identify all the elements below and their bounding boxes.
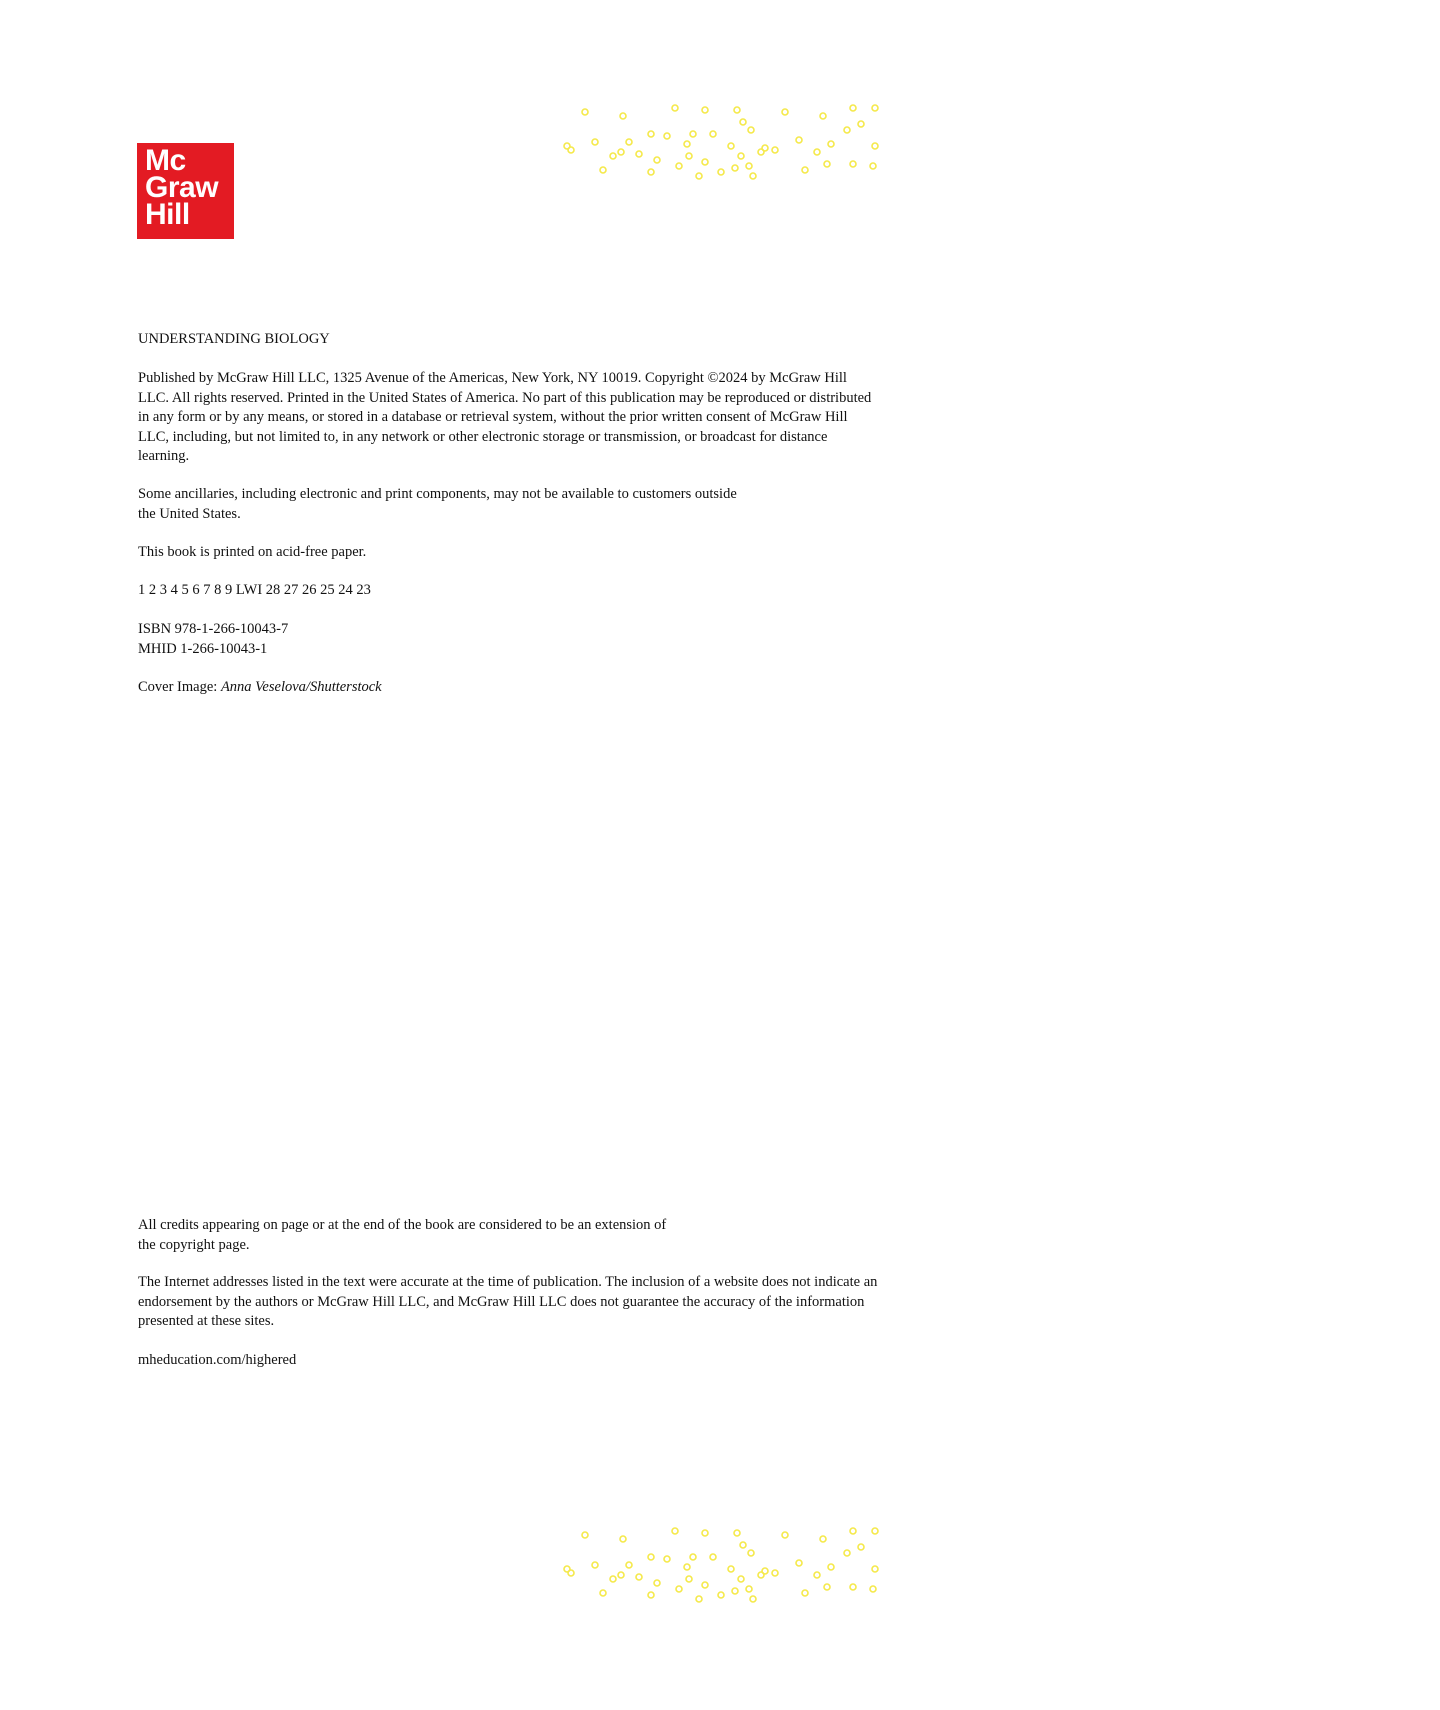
decorative-dot xyxy=(734,1530,740,1536)
decorative-dot xyxy=(620,1536,626,1542)
decorative-dot xyxy=(814,149,820,155)
decorative-dot xyxy=(610,1576,616,1582)
decorative-dot xyxy=(802,1590,808,1596)
decorative-dot xyxy=(728,1566,734,1572)
decorative-dot xyxy=(676,1586,682,1592)
decorative-dot xyxy=(648,169,654,175)
dot-pattern-svg xyxy=(555,1527,900,1603)
decorative-dot xyxy=(732,165,738,171)
decorative-dot xyxy=(844,127,850,133)
decorative-dot xyxy=(828,1564,834,1570)
decorative-dot xyxy=(870,1586,876,1592)
cover-credit-source: Anna Veselova/Shutterstock xyxy=(220,679,382,695)
mcgraw-hill-logo xyxy=(137,143,234,239)
decorative-dot xyxy=(636,1574,642,1580)
publisher-statement xyxy=(138,369,878,467)
decorative-dot xyxy=(858,1544,864,1550)
decorative-dot xyxy=(582,109,588,115)
decorative-dot xyxy=(750,173,756,179)
decorative-dot xyxy=(820,1536,826,1542)
decorative-dot xyxy=(672,105,678,111)
decorative-dot xyxy=(648,131,654,137)
decorative-dot xyxy=(740,119,746,125)
decorative-dot xyxy=(748,1550,754,1556)
decorative-dot xyxy=(600,167,606,173)
publisher-url-text: mheducation.com/highered xyxy=(138,1352,297,1368)
decorative-dot xyxy=(734,107,740,113)
decorative-dot xyxy=(872,105,878,111)
decorative-dot xyxy=(820,113,826,119)
acid-free-notice xyxy=(138,543,878,563)
decorative-dot xyxy=(686,1576,692,1582)
decorative-dot xyxy=(568,147,574,153)
decorative-dot xyxy=(684,141,690,147)
decorative-dot xyxy=(690,131,696,137)
decorative-dot xyxy=(850,105,856,111)
decorative-dot xyxy=(762,145,768,151)
decorative-dot xyxy=(696,173,702,179)
decorative-dot xyxy=(710,131,716,137)
decorative-dot xyxy=(718,1592,724,1598)
decorative-dot xyxy=(702,1530,708,1536)
credits-line-1: All credits appearing on page or at the end of the book are considered to be an extension of xyxy=(138,1217,667,1233)
decorative-dot xyxy=(872,143,878,149)
decorative-dot xyxy=(746,1586,752,1592)
decorative-dot xyxy=(592,139,598,145)
decorative-dot xyxy=(782,1532,788,1538)
decorative-dot xyxy=(782,109,788,115)
decorative-dot xyxy=(740,1542,746,1548)
decorative-dot xyxy=(672,1528,678,1534)
cover-credit-label: Cover Image: xyxy=(138,679,221,695)
ancillaries-notice xyxy=(138,485,878,524)
decorative-dot xyxy=(824,1584,830,1590)
decorative-dot xyxy=(702,159,708,165)
decorative-dot xyxy=(772,147,778,153)
isbn-number: ISBN 978-1-266-10043-7 xyxy=(138,621,289,637)
decorative-dot xyxy=(738,153,744,159)
internet-disclaimer xyxy=(138,1273,878,1332)
printing-line xyxy=(138,581,878,601)
decorative-dot xyxy=(710,1554,716,1560)
decorative-dot xyxy=(620,113,626,119)
decorative-dot xyxy=(664,133,670,139)
dot-pattern-bottom xyxy=(555,1527,900,1603)
publisher-url xyxy=(138,1351,878,1371)
book-title-text: UNDERSTANDING BIOLOGY xyxy=(138,331,330,347)
decorative-dot xyxy=(796,1560,802,1566)
logo-line-graw: Graw xyxy=(145,171,219,204)
decorative-dot xyxy=(568,1570,574,1576)
decorative-dot xyxy=(654,1580,660,1586)
internet-disclaimer-text: The Internet addresses listed in the text were accurate at the time of publication. The inclusion of a website does not indicate an endorsement by the authors or McGraw Hill LLC, and McGraw Hill LLC does not guarantee the accuracy of the information presented at these sites. xyxy=(138,1274,878,1329)
decorative-dot xyxy=(850,1528,856,1534)
ancillaries-line-2: the United States. xyxy=(138,505,241,522)
decorative-dot xyxy=(636,151,642,157)
decorative-dot xyxy=(728,143,734,149)
decorative-dot xyxy=(796,137,802,143)
decorative-dot xyxy=(814,1572,820,1578)
printing-line-text: 1 2 3 4 5 6 7 8 9 LWI 28 27 26 25 24 23 xyxy=(138,582,371,598)
dot-pattern-top xyxy=(555,104,900,180)
decorative-dot xyxy=(750,1596,756,1602)
decorative-dot xyxy=(592,1562,598,1568)
decorative-dot xyxy=(690,1554,696,1560)
dot-pattern-svg xyxy=(555,104,900,180)
decorative-dot xyxy=(696,1596,702,1602)
decorative-dot xyxy=(648,1554,654,1560)
decorative-dot xyxy=(664,1556,670,1562)
decorative-dot xyxy=(626,1562,632,1568)
book-title xyxy=(138,330,878,350)
ancillaries-line-1: Some ancillaries, including electronic and print components, may not be available to customers outside xyxy=(138,486,737,502)
decorative-dot xyxy=(802,167,808,173)
decorative-dot xyxy=(626,139,632,145)
decorative-dot xyxy=(858,121,864,127)
decorative-dot xyxy=(870,163,876,169)
cover-image-credit xyxy=(138,678,878,698)
logo-line-hill: Hill xyxy=(145,198,190,231)
acid-free-text: This book is printed on acid-free paper. xyxy=(138,544,367,560)
decorative-dot xyxy=(654,157,660,163)
isbn-block xyxy=(138,620,878,659)
publisher-statement-text: Published by McGraw Hill LLC, 1325 Avenue of the Americas, New York, NY 10019. Copyright ©2024 by McGraw Hill LLC. All rights reserved. Printed in the United States of America. No part of this publication may be reproduced or distributed in any form or by any means, or stored in a database or retrieval system, without the prior written consent of McGraw Hill LLC, including, but not limited to, in any network or other electronic storage or transmission, or broadcast for distance learning. xyxy=(138,370,872,464)
decorative-dot xyxy=(684,1564,690,1570)
decorative-dot xyxy=(610,153,616,159)
decorative-dot xyxy=(850,161,856,167)
decorative-dot xyxy=(676,163,682,169)
decorative-dot xyxy=(824,161,830,167)
decorative-dot xyxy=(582,1532,588,1538)
cover-credit-line xyxy=(138,678,878,698)
credits-notice xyxy=(138,1216,878,1255)
decorative-dot xyxy=(828,141,834,147)
decorative-dot xyxy=(746,163,752,169)
decorative-dot xyxy=(732,1588,738,1594)
decorative-dot xyxy=(738,1576,744,1582)
decorative-dot xyxy=(718,169,724,175)
decorative-dot xyxy=(600,1590,606,1596)
decorative-dot xyxy=(872,1566,878,1572)
decorative-dot xyxy=(702,107,708,113)
decorative-dot xyxy=(618,149,624,155)
decorative-dot xyxy=(772,1570,778,1576)
decorative-dot xyxy=(844,1550,850,1556)
decorative-dot xyxy=(648,1592,654,1598)
mhid-number: MHID 1-266-10043-1 xyxy=(138,640,268,657)
decorative-dot xyxy=(762,1568,768,1574)
decorative-dot xyxy=(686,153,692,159)
decorative-dot xyxy=(702,1582,708,1588)
decorative-dot xyxy=(850,1584,856,1590)
credits-line-2: the copyright page. xyxy=(138,1236,250,1253)
decorative-dot xyxy=(618,1572,624,1578)
decorative-dot xyxy=(748,127,754,133)
decorative-dot xyxy=(872,1528,878,1534)
logo-line-mc: Mc xyxy=(145,144,186,177)
